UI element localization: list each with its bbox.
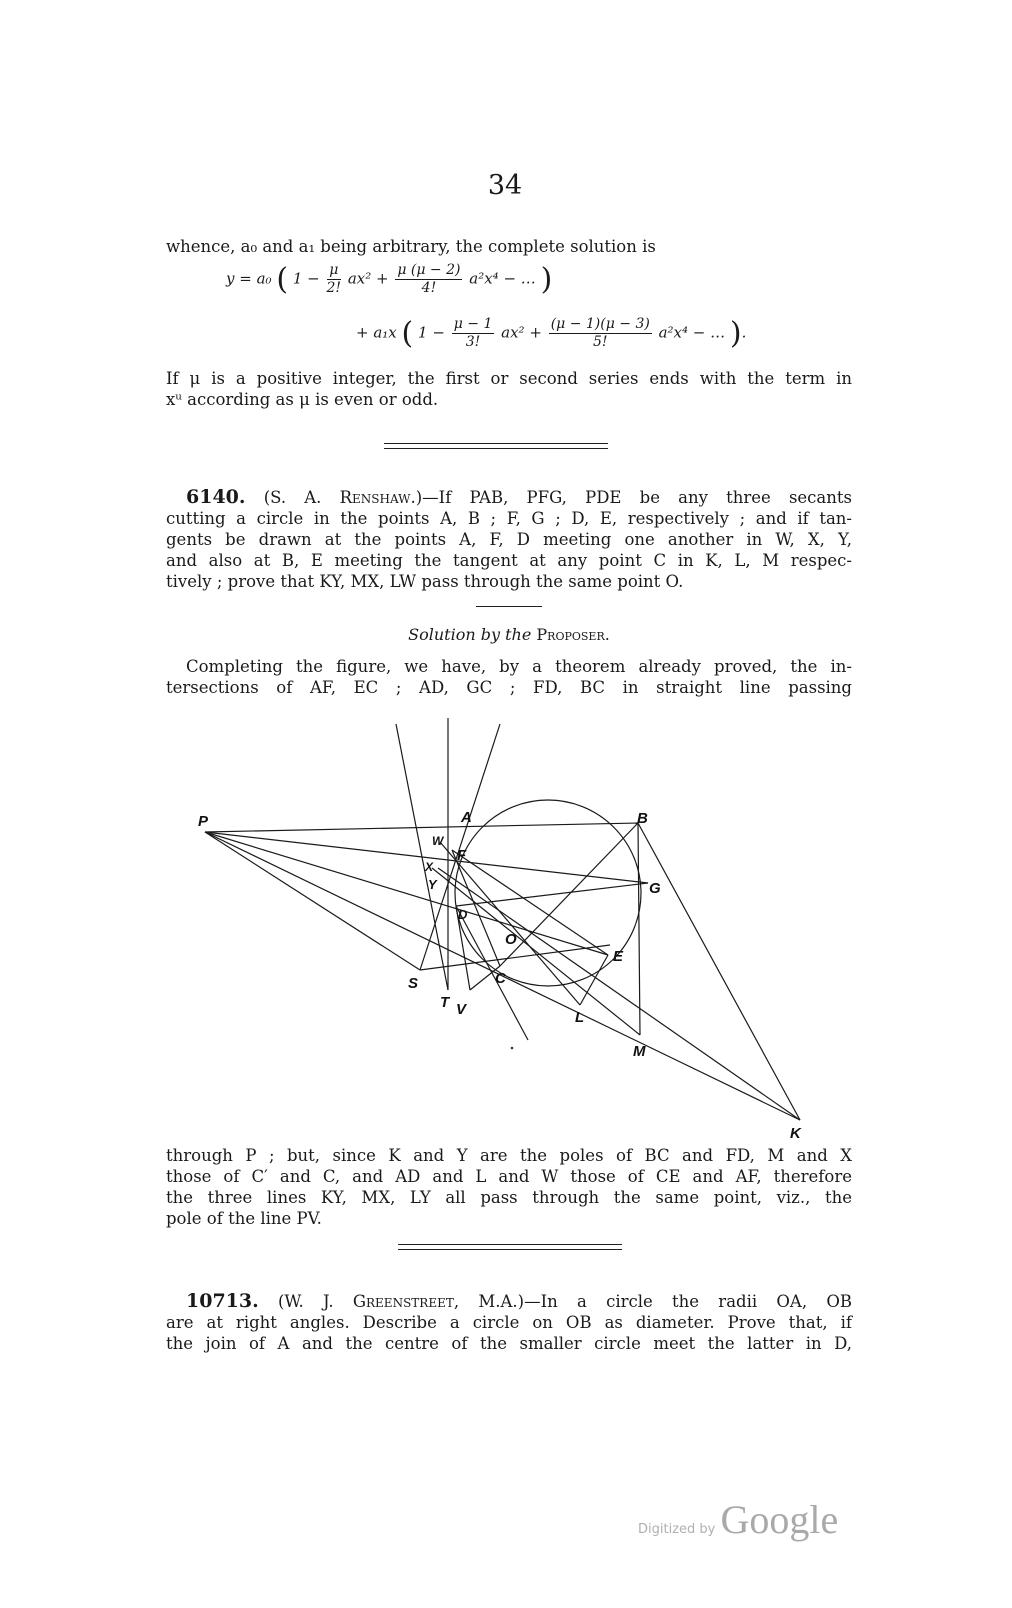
- line-KY: [438, 868, 800, 1120]
- page-number: 34: [487, 170, 523, 201]
- label-A: A: [461, 809, 472, 826]
- eq-t3-pre: 1 −: [418, 323, 445, 342]
- equation-line-1: [226, 262, 552, 297]
- label-X: X: [425, 860, 434, 874]
- problem-number: 10713.: [186, 1290, 259, 1312]
- frac4-num: (μ − 1)(μ − 3): [550, 316, 650, 332]
- geometry-figure: [0, 700, 1012, 1150]
- section-divider: [398, 1249, 622, 1250]
- label-P: P: [198, 813, 209, 830]
- equation-line-2: [356, 316, 746, 351]
- eq-t2-post: a²x⁴ − …: [469, 269, 536, 288]
- label-S: S: [408, 975, 419, 992]
- problem-line: are at right angles. Describe a circle on OB as diameter. Prove that, if: [166, 1313, 852, 1332]
- frac1-num: μ: [327, 262, 342, 280]
- paren-open: (: [401, 316, 414, 351]
- label-V: V: [456, 1001, 467, 1018]
- label-O: O: [505, 931, 517, 948]
- frac1-den: 2!: [326, 280, 342, 296]
- label-W: W: [432, 834, 444, 848]
- eq-t1-post: ax² +: [347, 269, 389, 288]
- section-divider: [398, 1244, 622, 1245]
- line-BM: [638, 823, 640, 1035]
- paren-close: ): [540, 262, 553, 297]
- problem-line: tively ; prove that KY, MX, LW pass through the same point O.: [166, 572, 684, 591]
- problem-line: gents be drawn at the points A, F, D meeting one another in W, X, Y,: [166, 530, 852, 549]
- eq-t4-post: a²x⁴ − …: [658, 323, 726, 342]
- eq-lhs: y = a₀: [226, 269, 272, 288]
- solution-line: tersections of AF, EC ; AD, GC ; FD, BC in straight line passing: [166, 678, 852, 697]
- series-note-line: If μ is a positive integer, the first or second series ends with the term in: [166, 369, 852, 388]
- problem-line: and also at B, E meeting the tangent at any point C in K, L, M respec-: [166, 551, 852, 570]
- solution-line-text: Completing the figure, we have, by a theorem already proved, the in-: [186, 657, 852, 676]
- line-LW: [440, 842, 580, 1005]
- problem-author: (W. J. Greenstreet, M.A.)—: [277, 1292, 541, 1311]
- solution-text-continued: [166, 1145, 852, 1229]
- frac2-num: μ (μ − 2): [397, 262, 461, 278]
- short-divider: [476, 606, 542, 607]
- eq-t1-pre: 1 −: [292, 269, 320, 288]
- label-E: E: [613, 948, 624, 965]
- label-F: F: [457, 847, 467, 864]
- problem-10713: [166, 1291, 852, 1354]
- problem-text: In a circle the radii OA, OB: [540, 1292, 853, 1311]
- solution-line: through P ; but, since K and Y are the poles of BC and FD, M and X: [166, 1146, 852, 1165]
- paren-open: (: [276, 262, 289, 297]
- section-divider: [384, 448, 608, 449]
- problem-line: the join of A and the centre of the smaller circle meet the latter in D,: [166, 1334, 852, 1353]
- paren-close: ): [729, 316, 742, 351]
- frac2-den: 4!: [421, 280, 437, 296]
- fraction-3: [452, 316, 495, 351]
- tangent-A: [396, 724, 448, 990]
- problem-first-line: [166, 487, 852, 508]
- label-T: T: [440, 994, 450, 1011]
- intro-line: whence, a₀ and a₁ being arbitrary, the complete solution is: [166, 237, 656, 256]
- solution-heading: [166, 625, 852, 644]
- solution-text: [166, 656, 852, 698]
- label-D: D: [458, 907, 468, 922]
- label-L: L: [575, 1009, 585, 1026]
- eq-line2-lhs: + a₁x: [356, 323, 397, 342]
- fraction-2: [395, 262, 462, 297]
- secant-PAB: [205, 823, 638, 832]
- problem-6140: [166, 487, 852, 592]
- fraction-1: [327, 262, 342, 297]
- intro-text: [166, 236, 852, 257]
- label-C: C: [495, 970, 506, 987]
- solution-line: the three lines KY, MX, LY all pass through the same point, viz., the: [166, 1188, 852, 1207]
- eq-t3-post: ax² +: [501, 323, 542, 342]
- tangent-B: [638, 823, 800, 1120]
- problem-number: 6140.: [186, 486, 246, 508]
- solution-heading-proposer: Proposer.: [536, 625, 610, 644]
- problem-text: If PAB, PFG, PDE be any three secants: [438, 488, 852, 507]
- fraction-4: [549, 316, 652, 351]
- series-note: [166, 368, 852, 410]
- solution-line: pole of the line PV.: [166, 1209, 322, 1228]
- label-B: B: [637, 810, 648, 827]
- solution-heading-italic: Solution by the: [408, 625, 532, 644]
- label-M: M: [633, 1043, 646, 1060]
- problem-first-line: [166, 1291, 852, 1312]
- section-divider: [384, 443, 608, 444]
- frac4-den: 5!: [592, 334, 608, 350]
- eq-end: .: [741, 323, 747, 342]
- label-K: K: [790, 1125, 801, 1142]
- problem-author: (S. A. Renshaw.)—: [263, 488, 439, 507]
- line-BC: [500, 823, 638, 966]
- label-G: G: [649, 880, 661, 897]
- google-watermark: [638, 1496, 838, 1543]
- stray-dot: [511, 1047, 514, 1050]
- watermark-google-logo: Google: [720, 1497, 839, 1542]
- watermark-prefix: Digitized by: [638, 1522, 716, 1537]
- series-note-line: xᵘ according as μ is even or odd.: [166, 390, 439, 409]
- secant-PDE: [205, 832, 608, 955]
- frac3-den: 3!: [465, 334, 481, 350]
- problem-line: cutting a circle in the points A, B ; F, G ; D, E, respectively ; and if tan-: [166, 509, 852, 528]
- solution-line: [166, 656, 852, 677]
- label-Y: Y: [428, 877, 437, 892]
- frac3-num: μ − 1: [453, 316, 493, 332]
- solution-line: those of C′ and C, and AD and L and W those of CE and AF, therefore: [166, 1167, 852, 1186]
